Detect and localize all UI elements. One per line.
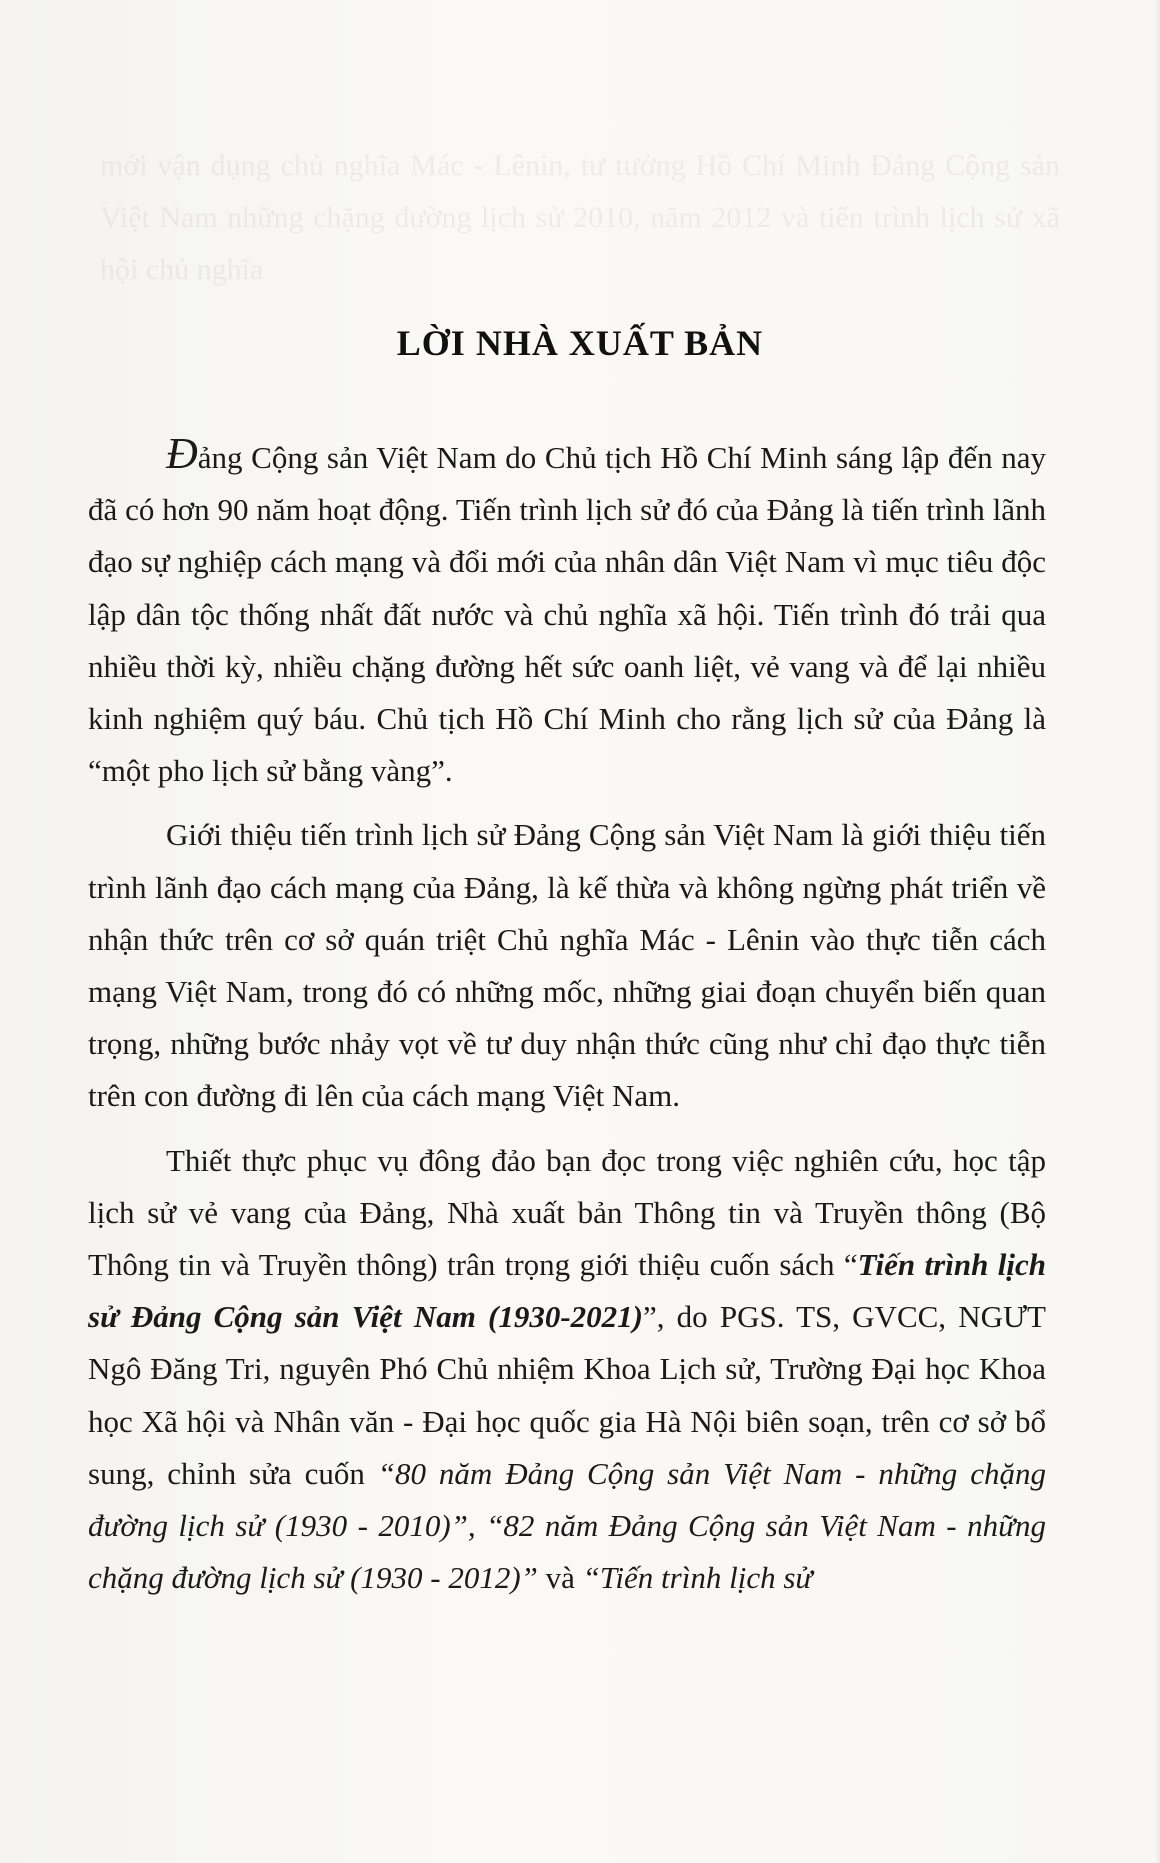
page-edge-shadow: [1154, 0, 1160, 1863]
paragraph-3-part-3: và: [537, 1560, 583, 1596]
reference-books: “80 năm Đảng Cộng sản Việt Nam - những chặng đường lịch sử (1930 - 2010)”, “82 năm Đảng Cộng sản Việt Nam - những chặng đường lịch sử (1930 - 2012)”: [88, 1455, 1046, 1596]
paragraph-1-text: ảng Cộng sản Việt Nam do Chủ tịch Hồ Chí Minh sáng lập đến nay đã có hơn 90 năm hoạt động. Tiến trình lịch sử đó của Đảng là tiến trình lãnh đạo sự nghiệp cách mạng và đổi mới của nhân dân Việt Nam vì mục tiêu độc lập dân tộc thống nhất đất nước và chủ nghĩa xã hội. Tiến trình đó trải qua nhiều thời kỳ, nhiều chặng đường hết sức oanh liệt, vẻ vang và để lại nhiều kinh nghiệm quý báu. Chủ tịch Hồ Chí Minh cho rằng lịch sử của Đảng là “một pho lịch sử bằng vàng”.: [88, 440, 1046, 789]
paragraph-3-part-2: ”, do PGS. TS, GVCC, NGƯT Ngô Đăng Tri, nguyên Phó Chủ nhiệm Khoa Lịch sử, Trường Đại học Khoa học Xã hội và Nhân văn - Đại học quốc gia Hà Nội biên soạn, trên cơ sở bổ sung, chỉnh sửa cuốn: [88, 1299, 1046, 1491]
book-title: Tiến trình lịch sử Đảng Cộng sản Việt Nam (1930-2021): [88, 1247, 1046, 1335]
drop-cap: Đ: [166, 429, 198, 478]
bleed-through-text: mới vận dụng chủ nghĩa Mác - Lênin, tư tưởng Hồ Chí Minh Đảng Cộng sản Việt Nam những chặng đường lịch sử 2010, năm 2012 và tiến trình lịch sử xã hội chủ nghĩa: [100, 149, 1060, 286]
reference-book-continued: “Tiến trình lịch sử: [582, 1560, 813, 1596]
paragraph-1: [88, 429, 1046, 797]
paragraph-3: [88, 1135, 1046, 1605]
paragraph-2: Giới thiệu tiến trình lịch sử Đảng Cộng sản Việt Nam là giới thiệu tiến trình lãnh đạo cách mạng của Đảng, là kế thừa và không ngừng phát triển về nhận thức trên cơ sở quán triệt Chủ nghĩa Mác - Lênin vào thực tiễn cách mạng Việt Nam, trong đó có những mốc, những giai đoạn chuyển biến quan trọng, những bước nhảy vọt về tư duy nhận thức cũng như chỉ đạo thực tiễn trên con đường đi lên của cách mạng Việt Nam.: [88, 817, 1046, 1114]
page-title: LỜI NHÀ XUẤT BẢN: [396, 323, 764, 363]
body-text: [88, 429, 1046, 1616]
paragraph-3-part-1: Thiết thực phục vụ đông đảo bạn đọc trong việc nghiên cứu, học tập lịch sử vẻ vang của Đảng, Nhà xuất bản Thông tin và Truyền thông (Bộ Thông tin và Truyền thông) trân trọng giới thiệu cuốn sách “: [88, 1142, 1046, 1283]
